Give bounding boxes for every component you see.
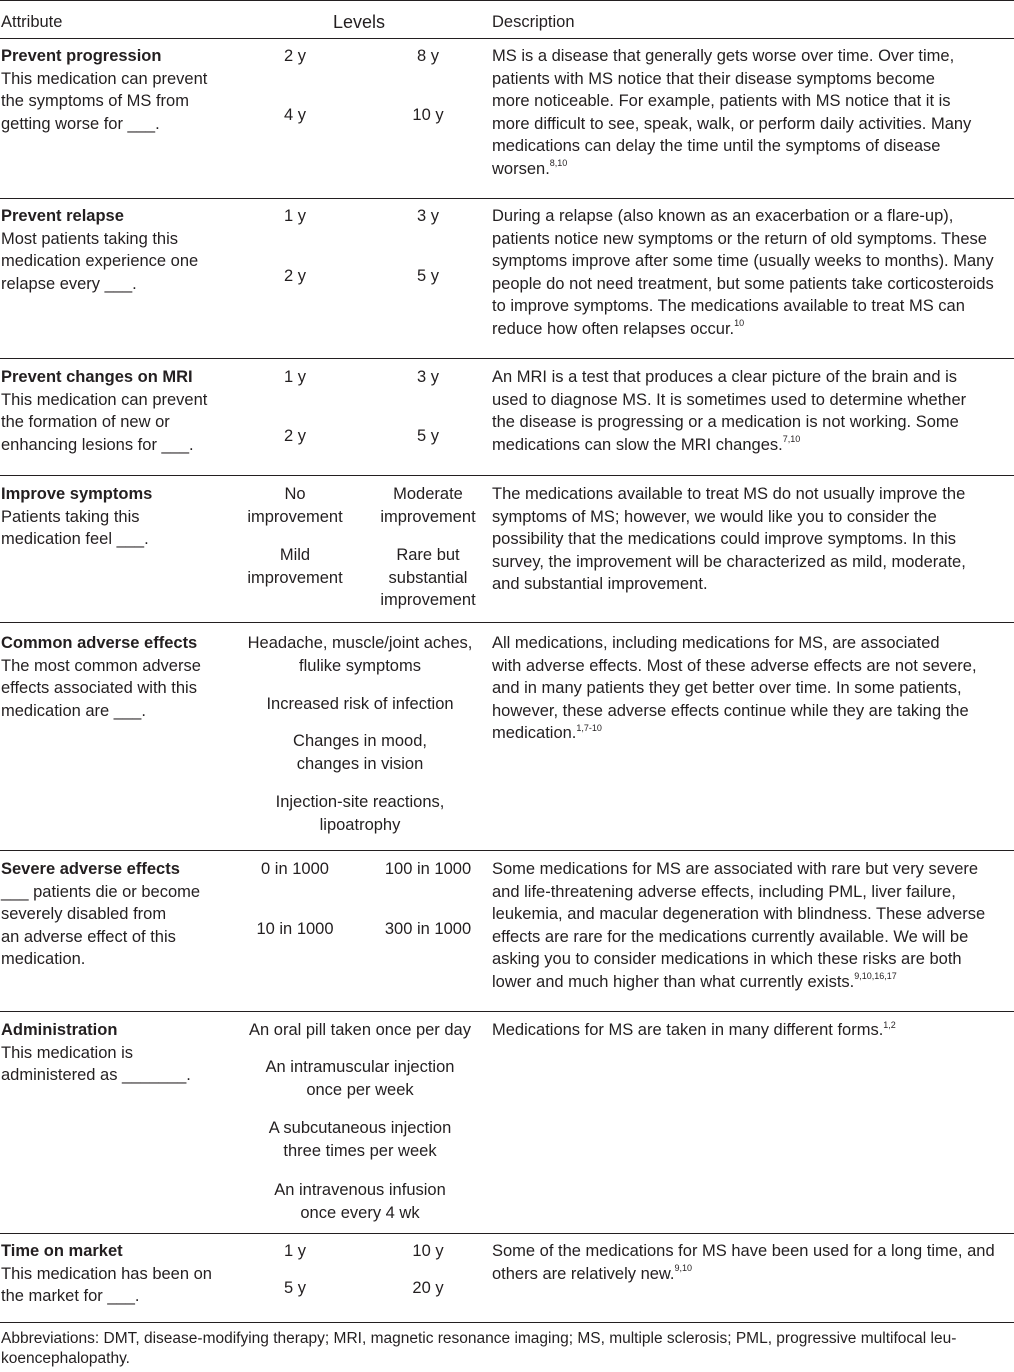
description-line: with adverse effects. Most of these adverse effects are not severe, [492,656,977,675]
footnote-line: Abbreviations: DMT, disease-modifying therapy; MRI, magnetic resonance imaging; MS, multiple sclerosis; PML, progressive multifocal leu- [1,1330,957,1347]
attribute-cell [1,632,231,722]
description-line: and substantial improvement. [492,575,708,593]
level-value: 100 in 1000 [384,860,472,878]
description-line: more difficult to see, speak, walk, or perform daily activities. Many [492,114,972,133]
reference-superscript: 7,10 [782,434,801,444]
level-value: A subcutaneous injection three times per week [268,1119,452,1160]
description-line: patients notice new symptoms or the return of old symptoms. These [492,229,987,248]
attribute-name: Severe adverse effects [1,860,180,878]
attribute-question-line: medication experience one [1,252,199,270]
level-value: 3 y [416,207,439,225]
reference-superscript: 1,2 [883,1019,896,1030]
attribute-cell [1,1019,231,1087]
attribute-question-line: The most common adverse [1,656,201,675]
description-line: The medications available to treat MS do not usually improve the [492,485,966,503]
attribute-question-line: getting worse for ___. [1,114,160,133]
description-cell [492,858,1002,993]
description-cell [492,1240,1002,1285]
reference-superscript: 10 [734,318,745,328]
header-description: Description [492,13,575,31]
description-line: lower and much higher than what currently exists. [492,972,855,991]
attribute-name: Administration [1,1021,118,1039]
description-line: medications can slow the MRI changes. [492,435,783,454]
description-line: however, these adverse effects continue while they are taking the [492,701,969,720]
description-line: All medications, including medications for MS, are associated [492,634,940,652]
attribute-name: Prevent relapse [1,207,124,225]
attribute-question-line: This medication has been on [1,1264,212,1283]
row-rule [0,850,1014,851]
level-value: 10 in 1000 [256,920,334,938]
description-cell [492,483,1002,596]
description-line: to improve symptoms. The medications available to treat MS can [492,297,965,315]
attribute-cell [1,205,231,295]
level-value: Increased risk of infection [266,695,454,713]
level-value: 8 y [416,47,439,65]
description-line: others are relatively new. [492,1264,675,1283]
description-line: reduce how often relapses occur. [492,319,735,338]
attribute-question-line: This medication can prevent [1,390,208,409]
level-value: An intravenous infusion once every 4 wk [274,1181,446,1222]
level-value: An intramuscular injection once per week [265,1058,455,1099]
header-attribute: Attribute [1,13,63,31]
reference-superscript: 8,10 [549,158,568,168]
footnote-line: koencephalopathy. [1,1350,130,1367]
description-line: asking you to consider medications in which these risks are both [492,950,962,968]
description-line: An MRI is a test that produces a clear picture of the brain and is [492,368,957,386]
attribute-question-line: This medication is [1,1043,134,1062]
attribute-question-line: the symptoms of MS from [1,92,189,110]
attribute-question-line: administered as _______. [1,1066,191,1084]
attribute-cell [1,858,231,971]
description-line: symptoms of MS; however, we would like you to consider the [492,507,937,526]
header-rule [0,38,1014,39]
footnote [1,1329,1011,1369]
description-line: Some of the medications for MS have been used for a long time, and [492,1242,995,1260]
level-value: 3 y [416,368,439,386]
level-value: 4 y [283,106,306,124]
attribute-question-line: medication feel ___. [1,530,149,548]
level-value: Mild improvement [247,546,343,587]
level-value: 5 y [416,267,439,285]
description-line: During a relapse (also known as an exacerbation or a flare-up), [492,207,954,225]
description-cell [492,632,1002,745]
attribute-cell [1,45,231,135]
description-line: and life-threatening adverse effects, including PML, liver failure, [492,882,956,901]
attribute-name: Prevent changes on MRI [1,368,193,386]
attribute-name: Common adverse effects [1,634,198,652]
attribute-question-line: the market for ___. [1,1287,140,1305]
description-line: possibility that the medications could improve symptoms. In this [492,530,957,548]
level-value: 2 y [283,267,306,285]
description-line: patients with MS notice that their disease symptoms become [492,69,935,88]
level-value: 5 y [416,427,439,445]
description-line: medications can delay the time until the symptoms of disease [492,137,941,155]
description-line: survey, the improvement will be characterized as mild, moderate, [492,552,966,571]
attribute-name: Time on market [1,1242,123,1260]
table-bottom-rule [0,1322,1014,1323]
attribute-name: Prevent progression [1,47,162,65]
header-levels: Levels [333,12,386,32]
attribute-question-line: Most patients taking this [1,229,179,248]
table-top-rule [0,0,1014,1]
description-line: more noticeable. For example, patients with MS notice that it is [492,92,951,110]
level-value: 1 y [283,1242,306,1260]
level-value: Injection-site reactions, lipoatrophy [275,793,445,834]
level-value: Rare but substantial improvement [380,546,476,609]
description-line: effects are rare for the medications currently available. We will be [492,927,969,946]
attribute-question-line: the formation of new or [1,413,170,431]
description-line: worsen. [492,159,550,178]
description-line: symptoms improve after some time (usually weeks to months). Many [492,252,994,270]
level-value: Headache, muscle/joint aches, flulike symptoms [247,634,473,675]
description-line: and in many patients they get better over time. In some patients, [492,679,962,697]
reference-superscript: 9,10,16,17 [854,971,897,981]
level-value: 1 y [283,207,306,225]
level-value: 5 y [283,1279,306,1297]
level-value: Moderate improvement [380,485,476,526]
attribute-cell [1,483,231,551]
description-cell [492,205,1002,340]
level-value: 300 in 1000 [384,920,472,938]
description-cell [492,1019,1002,1042]
attribute-cell [1,1240,231,1308]
row-rule [0,475,1014,476]
level-value: Changes in mood, changes in vision [293,732,427,773]
description-cell [492,366,1002,456]
row-rule [0,1233,1014,1234]
attribute-question-line: medication are ___. [1,701,146,720]
description-line: used to diagnose MS. It is sometimes used to determine whether [492,390,967,409]
attribute-question-line: relapse every ___. [1,274,137,293]
description-line: the disease is progressing or a medication is not working. Some [492,413,959,431]
description-line: Medications for MS are taken in many different forms. [492,1021,884,1039]
reference-superscript: 1,7-10 [576,722,602,733]
row-rule [0,1011,1014,1012]
reference-superscript: 9,10 [674,1263,693,1273]
level-value: 2 y [283,427,306,445]
attribute-question-line: severely disabled from [1,905,167,923]
description-line: leukemia, and macular degeneration with blindness. These adverse [492,905,986,923]
row-rule [0,198,1014,199]
attribute-question-line: This medication can prevent [1,69,208,88]
attribute-name: Improve symptoms [1,485,153,503]
level-value: 20 y [412,1279,444,1297]
level-value: An oral pill taken once per day [249,1021,471,1039]
level-value: 1 y [283,368,306,386]
description-line: medication. [492,724,577,742]
description-line: MS is a disease that generally gets worse over time. Over time, [492,47,955,65]
description-line: people do not need treatment, but some patients take corticosteroids [492,274,994,293]
level-value: 0 in 1000 [261,860,329,878]
attribute-question-line: effects associated with this [1,679,197,697]
level-value: 10 y [412,106,444,124]
level-value: 10 y [412,1242,444,1260]
level-value: 2 y [283,47,306,65]
description-cell [492,45,1002,180]
attribute-question-line: medication. [1,950,86,968]
attribute-question-line: ___ patients die or become [1,882,201,901]
description-line: Some medications for MS are associated with rare but very severe [492,860,979,878]
attribute-question-line: Patients taking this [1,507,140,526]
row-rule [0,622,1014,623]
attribute-question-line: enhancing lesions for ___. [1,435,194,454]
attribute-cell [1,366,231,456]
attribute-question-line: an adverse effect of this [1,927,176,946]
level-value: No improvement [247,485,343,526]
row-rule [0,358,1014,359]
